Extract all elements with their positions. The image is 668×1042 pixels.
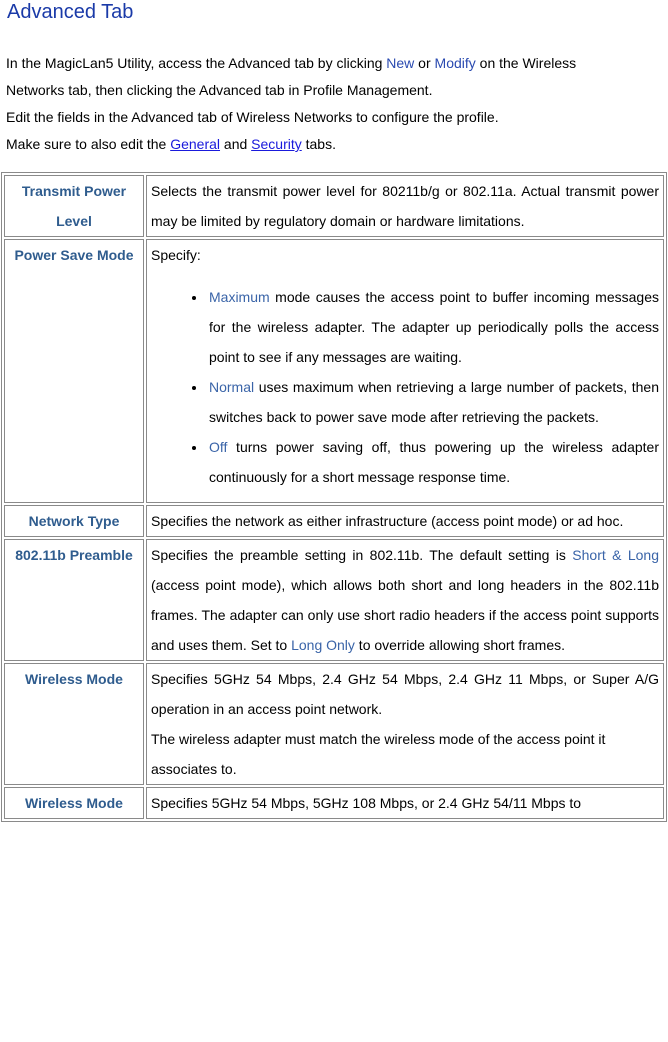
table-row-network-type [4,505,664,537]
page-title: Advanced Tab [7,1,134,23]
table-row-power-save [4,239,664,503]
network-type-label: Network Type [4,505,144,537]
new-term: New [386,55,415,71]
parameters-table [1,172,667,822]
long-only-term: Long Only [291,637,355,653]
wireless-mode-desc-2: Specifies 5GHz 54 Mbps, 5GHz 108 Mbps, or 2.4 GHz 54/11 Mbps to [146,787,664,819]
wireless-mode-label-2: Wireless Mode [4,787,144,819]
wireless-mode-desc: Specifies 5GHz 54 Mbps, 2.4 GHz 54 Mbps, 2.4 GHz 11 Mbps, or Super A/G operation in an access point network. The wireless adapter must match the wireless mode of the access point it associates to. [146,663,664,785]
preamble-label: 802.11b Preamble [4,539,144,661]
network-type-desc: Specifies the network as either infrastructure (access point mode) or ad hoc. [146,505,664,537]
intro-line-4: Make sure to also edit the General and Security tabs. [6,136,336,152]
transmit-power-label: Transmit Power Level [4,175,144,237]
table-row-wireless-mode-2 [4,787,664,819]
general-link[interactable]: General [170,136,221,152]
intro-text [6,50,668,158]
table-row-wireless-mode-1 [4,663,664,785]
short-long-term: Short & Long [572,547,659,563]
list-item-maximum: • Maximum mode causes the access point to buffer incoming messages for the wireless adapter. The adapter up periodically polls the access point to see if any messages are waiting. [207,282,659,372]
intro-line-2: Networks tab, then clicking the Advanced tab in Profile Management. [6,82,433,98]
normal-term: Normal [209,379,255,395]
off-term: Off [209,439,228,455]
list-item-normal: • Normal uses maximum when retrieving a large number of packets, then switches back to power save mode after retrieving the packets. [207,372,659,432]
table-row-preamble [4,539,664,661]
power-save-label: Power Save Mode [4,239,144,503]
modify-term: Modify [434,55,476,71]
power-save-specify: Specify: [151,247,201,263]
power-save-desc [146,239,664,503]
wireless-mode-label: Wireless Mode [4,663,144,785]
intro-line-1: In the MagicLan5 Utility, access the Advanced tab by clicking New or Modify on the Wireless [6,55,577,71]
preamble-desc: Specifies the preamble setting in 802.11b. The default setting is Short & Long (access point mode), which allows both short and long headers in the 802.11b frames. The adapter can only use short radio headers if the access point supports and uses them. Set to Long Only to override allowing short frames. [146,539,664,661]
table-row-transmit-power [4,175,664,237]
maximum-term: Maximum [209,289,270,305]
intro-line-3: Edit the fields in the Advanced tab of Wireless Networks to configure the profile. [6,109,499,125]
list-item-off: • Off turns power saving off, thus powering up the wireless adapter continuously for a short message response time. [207,432,659,492]
transmit-power-desc: Selects the transmit power level for 80211b/g or 802.11a. Actual transmit power may be limited by regulatory domain or hardware limitations. [146,175,664,237]
power-save-options-list [151,282,659,492]
security-link[interactable]: Security [251,136,302,152]
